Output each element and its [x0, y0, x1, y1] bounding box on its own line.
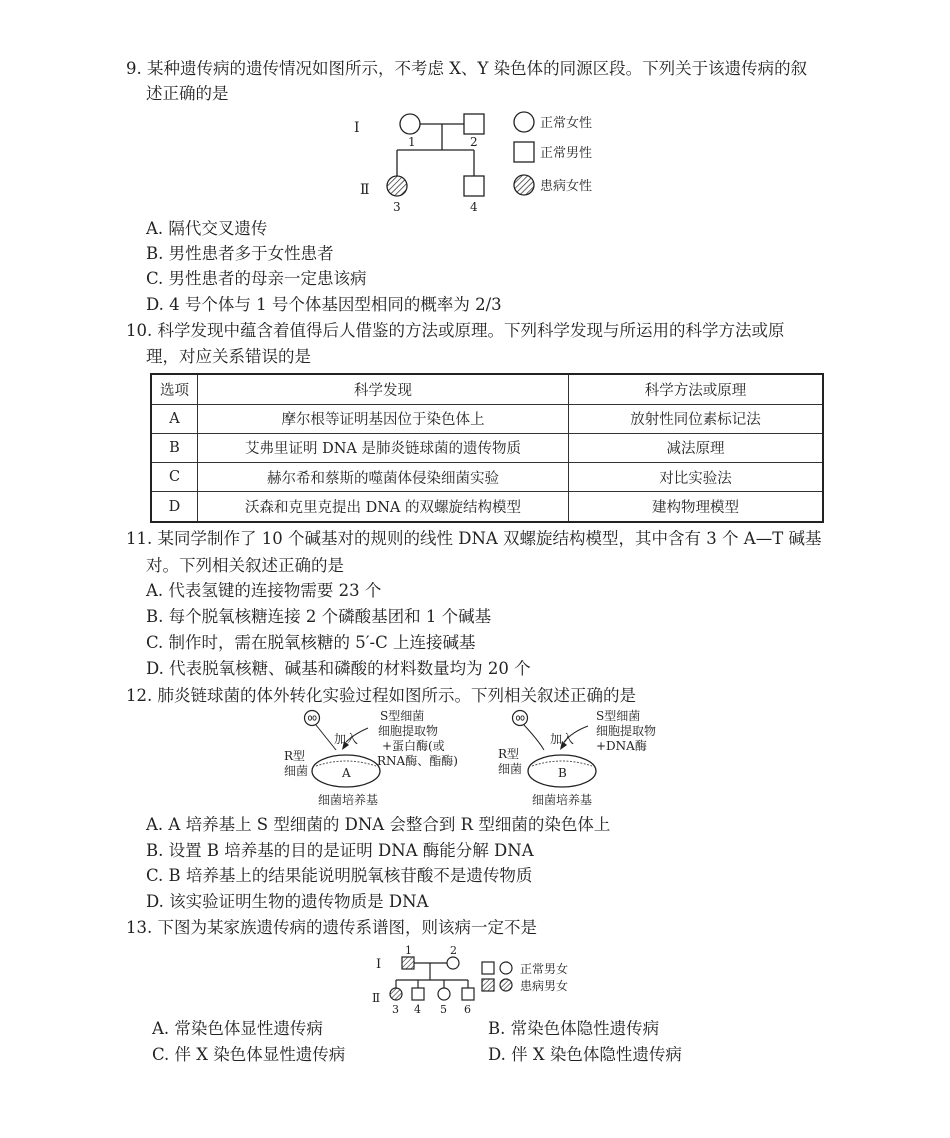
table-cell: 对比实验法: [569, 463, 824, 492]
q12-a-r1: R型: [284, 749, 306, 763]
table-header-option: 选项: [151, 374, 198, 404]
q12-b-s2: 细胞提取物: [596, 724, 657, 738]
q12-b-label: B: [558, 766, 567, 780]
q9-legend-affected-female-icon: [514, 175, 534, 195]
q13-individual-3: [390, 988, 402, 1000]
q13-num-4: 4: [414, 1003, 421, 1016]
q12-dish-b: [498, 708, 656, 807]
q9-individual-3: [387, 176, 407, 196]
table-cell: 艾弗里证明 DNA 是肺炎链球菌的遗传物质: [198, 433, 569, 462]
q13-num-6: 6: [464, 1003, 471, 1016]
q9-legend-label-0: 正常女性: [540, 116, 593, 131]
q9-num-2: 2: [470, 135, 478, 149]
q13-legend-affected: 患病男女: [520, 979, 569, 993]
table-cell: C: [151, 463, 198, 492]
q9-legend-normal-female-icon: [514, 112, 534, 132]
q13-legend-normal-female-icon: [500, 962, 512, 974]
q11-stem-line1: 11. 某同学制作了 10 个碱基对的规则的线性 DNA 双螺旋结构模型，其中含有 3 个 A—T 碱基: [126, 529, 822, 548]
q9-gen1-label: Ⅰ: [354, 120, 360, 136]
q9-stem-line1: 9. 某种遗传病的遗传情况如图所示，不考虑 X、Y 染色体的同源区段。下列关于该遗传病的叙: [126, 59, 808, 78]
q12-a-r2: 细菌: [284, 764, 309, 778]
q13-option-d: D. 伴 X 染色体隐性遗传病: [488, 1045, 682, 1064]
q13-option-c: C. 伴 X 染色体显性遗传病: [152, 1045, 346, 1064]
table-cell: 赫尔希和蔡斯的噬菌体侵染细菌实验: [198, 463, 569, 492]
table-cell: B: [151, 433, 198, 462]
q11-option-a: A. 代表氢键的连接物需要 23 个: [146, 581, 382, 600]
q12-option-d: D. 该实验证明生物的遗传物质是 DNA: [146, 892, 429, 911]
q9-pedigree: [350, 104, 610, 216]
q13-num-5: 5: [440, 1003, 447, 1016]
q9-num-3: 3: [393, 200, 401, 214]
q13-legend-affected-female-icon: [500, 979, 512, 991]
q13-legend-normal: 正常男女: [520, 962, 569, 976]
q13-legend-affected-male-icon: [482, 979, 494, 991]
q13-num-1: 1: [405, 944, 412, 957]
q13-gen1-label: Ⅰ: [376, 957, 382, 972]
q11-option-c: C. 制作时，需在脱氧核糖的 5′-C 上连接碱基: [146, 633, 476, 652]
q11-option-d: D. 代表脱氧核糖、碱基和磷酸的材料数量均为 20 个: [146, 659, 531, 678]
q12-a-s1: S型细菌: [380, 709, 425, 723]
q12-a-s4: RNA酶、酯酶): [377, 754, 458, 768]
q12-b-r2: 细菌: [498, 762, 523, 776]
table-cell: 减法原理: [569, 433, 824, 462]
q11-option-b: B. 每个脱氧核糖连接 2 个磷酸基团和 1 个碱基: [146, 607, 492, 626]
q13-stem: 13. 下图为某家族遗传病的遗传系谱图，则该病一定不是: [126, 918, 537, 937]
q13-individual-4: [412, 988, 424, 1000]
q12-option-c: C. B 培养基上的结果能说明脱氧核苷酸不是遗传物质: [146, 866, 533, 885]
q13-individual-1: [402, 957, 414, 969]
table-row: [151, 404, 823, 433]
q13-option-b: B. 常染色体隐性遗传病: [488, 1019, 660, 1038]
q11-stem-line2: 对。下列相关叙述正确的是: [146, 556, 344, 575]
q9-stem-line2: 述正确的是: [146, 84, 229, 103]
q9-legend-label-1: 正常男性: [540, 146, 593, 161]
table-header-method: 科学方法或原理: [569, 374, 824, 404]
q13-legend-normal-male-icon: [482, 962, 494, 974]
q12-option-b: B. 设置 B 培养基的目的是证明 DNA 酶能分解 DNA: [146, 841, 534, 860]
q13-individual-2: [447, 957, 459, 969]
q9-gen2-label: Ⅱ: [360, 182, 370, 198]
table-cell: A: [151, 404, 198, 433]
q9-individual-2: [464, 114, 484, 134]
q9-individual-4: [464, 176, 484, 196]
q13-pedigree: [370, 940, 610, 1018]
q12-stem: 12. 肺炎链球菌的体外转化实验过程如图所示。下列相关叙述正确的是: [126, 686, 636, 705]
table-row: [151, 433, 823, 462]
q12-a-s3: +蛋白酶(或: [382, 739, 445, 753]
table-header-discovery: 科学发现: [198, 374, 569, 404]
q13-num-3: 3: [392, 1003, 399, 1016]
q12-option-a: A. A 培养基上 S 型细菌的 DNA 会整合到 R 型细菌的染色体上: [146, 815, 611, 834]
table-cell: 摩尔根等证明基因位于染色体上: [198, 404, 569, 433]
q12-b-s3: +DNA酶: [596, 739, 647, 753]
q12-b-r1: R型: [498, 747, 520, 761]
table-cell: D: [151, 492, 198, 522]
q12-b-caption: 细菌培养基: [532, 793, 593, 807]
q10-stem-line1: 10. 科学发现中蕴含着值得后人借鉴的方法或原理。下列科学发现与所运用的科学方法或原: [126, 321, 785, 340]
q12-a-caption: 细菌培养基: [318, 793, 379, 807]
q13-num-2: 2: [450, 944, 457, 957]
table-cell: 建构物理模型: [569, 492, 824, 522]
q12-b-add: 加入: [550, 732, 575, 746]
table-cell: 放射性同位素标记法: [569, 404, 824, 433]
q9-num-4: 4: [470, 200, 478, 214]
q12-dish-a: [284, 708, 458, 807]
q9-option-d: D. 4 号个体与 1 号个体基因型相同的概率为 2/3: [146, 295, 502, 314]
q9-option-c: C. 男性患者的母亲一定患该病: [146, 269, 367, 288]
table-row: [151, 463, 823, 492]
q9-num-1: 1: [408, 135, 416, 149]
table-row: [151, 492, 823, 522]
q9-option-a: A. 隔代交叉遗传: [146, 219, 268, 238]
q13-gen2-label: Ⅱ: [372, 991, 381, 1005]
table-cell: 沃森和克里克提出 DNA 的双螺旋结构模型: [198, 492, 569, 522]
q9-legend-label-2: 患病女性: [540, 179, 593, 194]
q9-legend-normal-male-icon: [514, 142, 534, 162]
q10-table: [150, 373, 824, 523]
q10-stem-line2: 理，对应关系错误的是: [146, 347, 311, 366]
q12-diagram: [280, 708, 660, 810]
q12-b-s1: S型细菌: [596, 709, 641, 723]
q9-option-b: B. 男性患者多于女性患者: [146, 244, 334, 263]
q9-individual-1: [400, 114, 420, 134]
q13-individual-6: [462, 988, 474, 1000]
q13-individual-5: [438, 988, 450, 1000]
q13-option-a: A. 常染色体显性遗传病: [152, 1019, 323, 1038]
q12-a-add: 加入: [334, 732, 359, 746]
q12-a-label: A: [342, 766, 351, 780]
table-header-row: [151, 374, 823, 404]
q12-a-s2: 细胞提取物: [378, 724, 439, 738]
